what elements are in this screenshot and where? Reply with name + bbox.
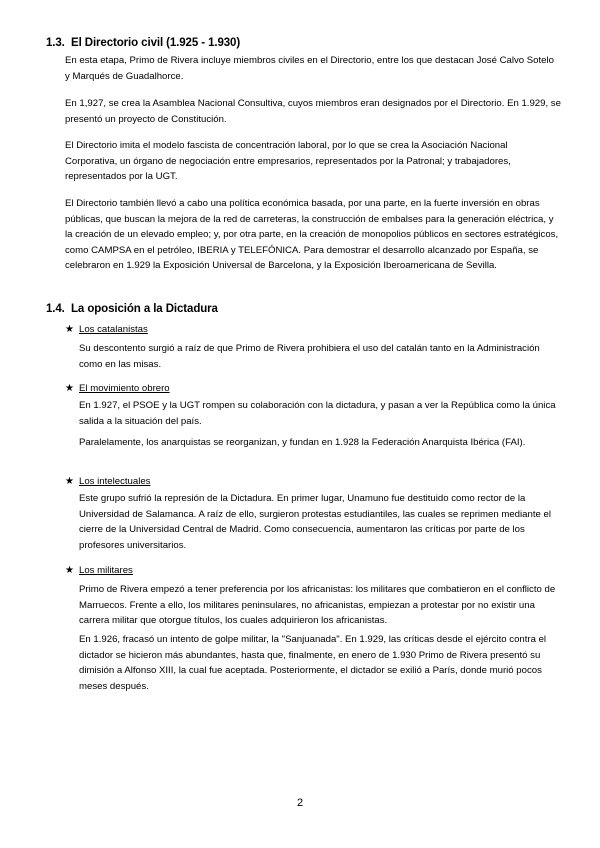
section-heading-1-3 <box>46 37 240 49</box>
paragraph: Primo de Rivera empezó a tener preferencia por los africanistas: los militares que combatieron en el conflicto de Marruecos. Frente a ello, los militares peninsulares, no africanistas, empiezan a protestar por no existir una carrera militar que otorgue títulos, los cuales adquirieron los africanistas. <box>79 584 556 626</box>
section-title: La oposición a la Dictadura <box>71 303 218 315</box>
section-title: El Directorio civil (1.925 - 1.930) <box>71 37 241 49</box>
subsection-title: Los intelectuales <box>79 476 151 487</box>
subsection-heading-catalanistas <box>65 323 148 337</box>
subsection-heading-intelectuales <box>65 475 150 489</box>
paragraph: Su descontento surgió a raíz de que Primo de Rivera prohibiera el uso del catalán tanto en la Administración como en las misas. <box>79 343 540 370</box>
paragraph: En 1,927, se crea la Asamblea Nacional Consultiva, cuyos miembros eran designados por el Directorio. En 1.929, se presentó un proyecto de Constitución. <box>65 98 561 125</box>
paragraph: En esta etapa, Primo de Rivera incluye miembros civiles en el Directorio, entre los que destacan José Calvo Sotelo y Marqués de Guadalhorce. <box>65 55 554 82</box>
subsection-title: Los catalanistas <box>79 324 148 335</box>
star-bullet-icon: ★ <box>65 383 74 394</box>
paragraph: Este grupo sufrió la represión de la Dictadura. En primer lugar, Unamuno fue destituido como rector de la Universidad de Salamanca. A raíz de ello, surgieron protestas estudiantiles, las cuales se reprimen mediante el cierre de la Universidad Central de Madrid. Como consecuencia, aumentaron las críticas por parte de los profesores universitarios. <box>79 493 551 551</box>
paragraph: El Directorio también llevó a cabo una política económica basada, por una parte, en la fuerte inversión en obras públicas, que buscan la mejora de la red de carreteras, la construcción de embalses para la generación eléctrica, y la creación de un elevado empleo; y, por otra parte, en la creación de monopolios públicos en sectores estratégicos, como CAMPSA en el petróleo, IBERIA y TELEFÓNICA. Para demostrar el desarrollo alcanzado por España, se celebraron en 1.929 la Exposición Universal de Barcelona, y la Exposición Iberoamericana de Sevilla. <box>65 198 559 271</box>
subsection-title: Los militares <box>79 565 133 576</box>
paragraph: En 1.927, el PSOE y la UGT rompen su colaboración con la dictadura, y pasan a ver la República como la única salida a la situación del país. <box>79 400 556 427</box>
section-number: 1.3. <box>46 37 65 49</box>
section-number: 1.4. <box>46 303 65 315</box>
section-heading-1-4 <box>46 303 218 315</box>
subsection-title: El movimiento obrero <box>79 383 170 394</box>
page-number: 2 <box>296 797 304 809</box>
paragraph: El Directorio imita el modelo fascista de concentración laboral, por lo que se crea la Asociación Nacional Corporativa, un órgano de negociación entre empresarios, representados por la Patronal; y trabajadores, representados por la UGT. <box>65 140 511 182</box>
subsection-heading-militares <box>65 564 133 578</box>
paragraph: Paralelamente, los anarquistas se reorganizan, y fundan en 1.928 la Federación Anarquista Ibérica (FAI). <box>79 437 526 448</box>
star-bullet-icon: ★ <box>65 476 74 487</box>
subsection-heading-movimiento-obrero <box>65 382 170 396</box>
paragraph: En 1.926, fracasó un intento de golpe militar, la "Sanjuanada". En 1.929, las críticas desde el ejército contra el dictador se hicieron más abundantes, hasta que, finalmente, en enero de 1.930 Primo de Rivera presentó su dimisión a Alfonso XIII, la cual fue aceptada. Posteriormente, el dictador se exilió a París, donde murió pocos meses después. <box>79 634 547 692</box>
star-bullet-icon: ★ <box>65 565 74 576</box>
star-bullet-icon: ★ <box>65 324 74 335</box>
